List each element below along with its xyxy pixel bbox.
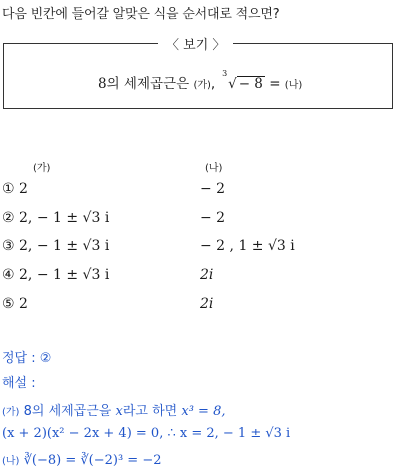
solution-line-2: (x + 2)(x² − 2x + 4) = 0, ∴ x = 2, − 1 ± √3 i [2,426,291,441]
option-ga: 2 [19,181,28,197]
option-2[interactable] [2,210,109,226]
box-eq: = [269,76,281,92]
solution-text: 8의 세제곱근을 [23,404,112,419]
option-ga: 2, − 1 ± √3 i [19,267,110,283]
option-3-na [200,238,295,254]
option-number: ⑤ [2,296,15,312]
column-header-na: (나) [205,163,223,174]
radical-index: 3 [222,69,228,78]
example-box-label: 〈 보기 〉 [158,34,233,53]
option-ga: 2, − 1 ± √3 i [19,238,110,254]
box-mark-ga: (가) [193,80,211,91]
solution-mark-ga: (가) [2,407,20,418]
example-box-text: 8의 세제곱근은 (가), 3 √ − 8 = (나) [98,69,303,92]
box-text-pre: 8의 세제곱근은 [98,76,190,92]
question-text: 다음 빈칸에 들어갈 알맞은 식을 순서대로 적으면? [2,7,280,22]
option-5-na: 2i [200,296,214,312]
solution-line-3 [2,452,161,468]
option-2-na: − 2 [200,210,226,226]
option-number: ③ [2,238,15,254]
option-4[interactable] [2,267,109,283]
answer-line [2,347,51,366]
option-number: ① [2,181,15,197]
solution-line-1 [2,400,225,419]
solution-label: 해설 : [2,376,36,391]
option-5[interactable] [2,296,28,312]
solution-text-2: 라고 하면 [122,404,178,419]
option-1[interactable] [2,181,28,197]
answer-value: ② [39,351,52,366]
option-na-extra: , 1 ± √3 i [229,238,295,254]
option-na-value: − 2 [200,238,226,254]
box-radical: 3 √ − 8 [222,69,263,92]
option-ga: 2, − 1 ± √3 i [19,210,110,226]
box-mark-na: (나) [284,80,303,91]
solution-line-3-math: ∛(−8) = ∛(−2)³ = −2 [23,453,162,468]
option-ga: 2 [19,296,28,312]
solution-var: x [115,404,123,419]
option-4-na: 2i [200,267,214,283]
answer-label: 정답 : [2,351,36,366]
option-number: ④ [2,267,15,283]
option-3[interactable] [2,238,109,254]
option-number: ② [2,210,15,226]
solution-mark-na: (나) [2,456,20,467]
radical-body: − 8 [238,76,263,92]
solution-math: x³ = 8, [181,404,226,419]
column-header-ga: (가) [33,163,51,174]
option-1-na: − 2 [200,181,226,197]
